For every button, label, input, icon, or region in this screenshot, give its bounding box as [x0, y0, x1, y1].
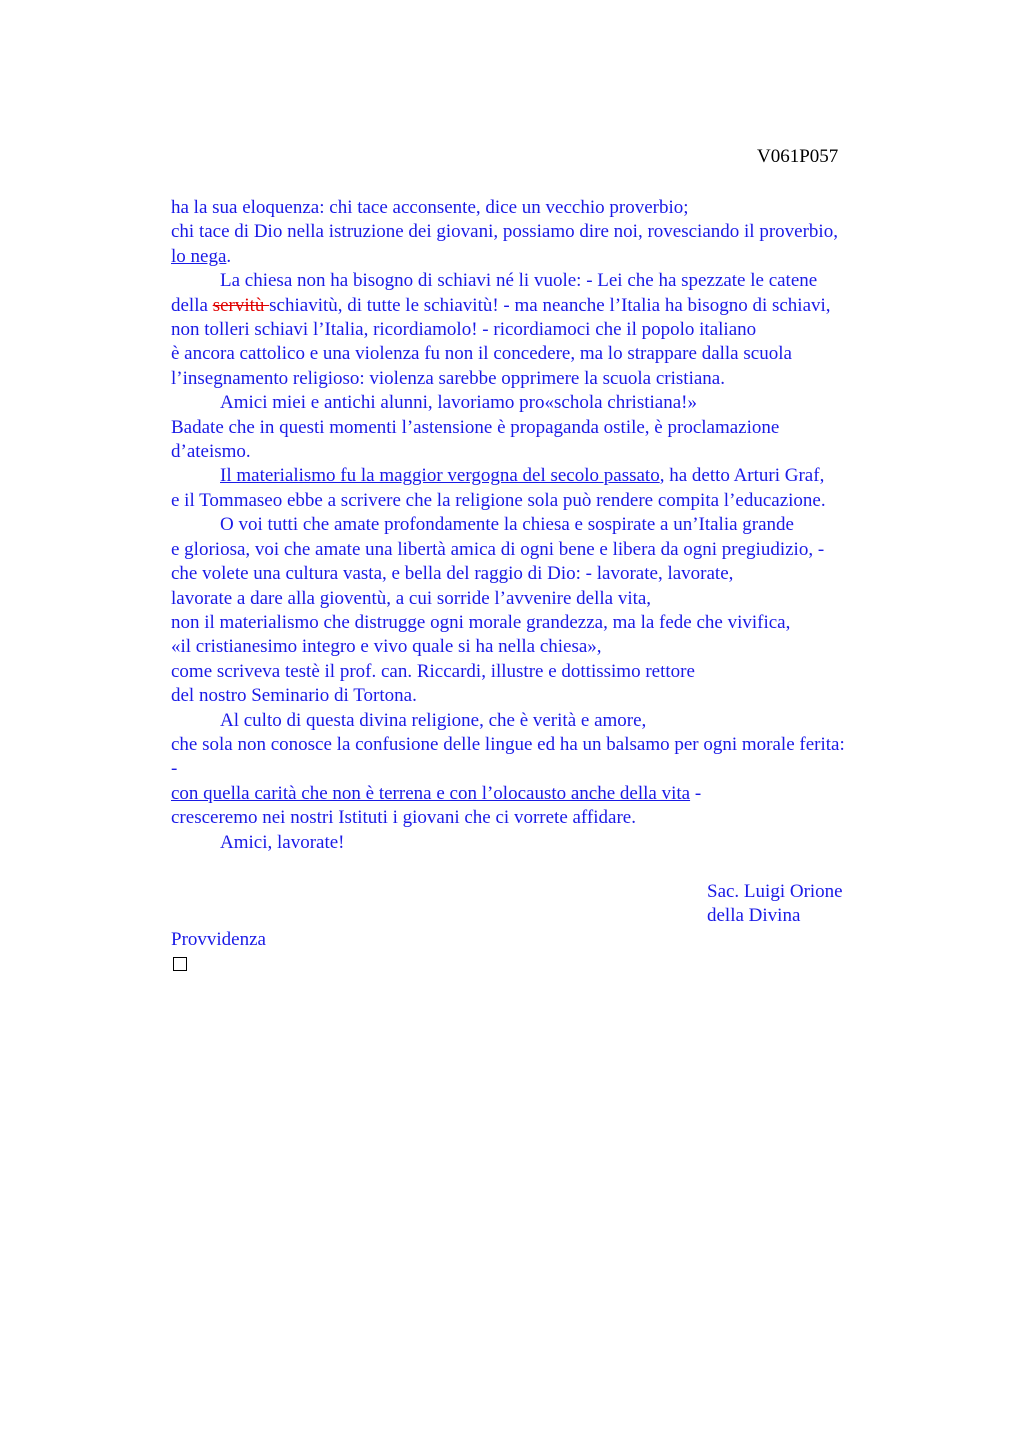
- letter-body: [171, 196, 931, 855]
- text-line: d’ateismo.: [171, 441, 251, 463]
- struck-text: servitù: [212, 294, 270, 316]
- signature-title-continued: Provvidenza: [171, 929, 266, 950]
- text-line: che volete una cultura vasta, e bella del raggio di Dio: - lavorate, lavorate,: [171, 563, 734, 585]
- text-line: del nostro Seminario di Tortona.: [171, 685, 417, 707]
- text-line: Badate che in questi momenti l’astensione è propaganda ostile, è proclamazione: [171, 416, 780, 438]
- paragraph-start: [171, 464, 931, 488]
- text-fragment: schiavitù, di tutte le schiavitù! - ma neanche l’Italia ha bisogno di schiavi,: [269, 294, 831, 316]
- text-line: «il cristianesimo integro e vivo quale si ha nella chiesa»,: [171, 636, 602, 658]
- paragraph-start: Al culto di questa divina religione, che è verità e amore,: [220, 709, 647, 731]
- paragraph-start: Amici miei e antichi alunni, lavoriamo pro«schola christiana!»: [220, 392, 697, 414]
- text-line: non tolleri schiavi l’Italia, ricordiamolo! - ricordiamoci che il popolo italiano: [171, 319, 757, 341]
- text-line: che sola non conosce la confusione delle lingue ed ha un balsamo per ogni morale ferita:: [171, 733, 845, 755]
- text-line: cresceremo nei nostri Istituti i giovani che ci vorrete affidare.: [171, 807, 636, 829]
- text-line: l’insegnamento religioso: violenza sarebbe opprimere la scuola cristiana.: [171, 367, 725, 389]
- text-line: -: [171, 758, 178, 780]
- text-fragment: .: [226, 245, 232, 267]
- text-fragment: -: [690, 782, 702, 804]
- text-line: e gloriosa, voi che amate una libertà amica di ogni bene e libera da ogni pregiudizio, -: [171, 538, 825, 560]
- text-fragment: , ha detto Arturi Graf,: [659, 465, 825, 487]
- text-line: [171, 782, 931, 806]
- text-fragment: della: [171, 294, 213, 316]
- text-line: non il materialismo che distrugge ogni morale grandezza, ma la fede che vivifica,: [171, 611, 791, 633]
- text-line: [171, 245, 931, 269]
- closing-line: Amici, lavorate!: [220, 831, 345, 853]
- text-line: chi tace di Dio nella istruzione dei giovani, possiamo dire noi, rovesciando il proverbio,: [171, 221, 838, 243]
- page-id: V061P057: [757, 146, 839, 167]
- text-line: [171, 294, 931, 318]
- signature-block: [707, 880, 843, 929]
- text-line: lavorate a dare alla gioventù, a cui sorride l’avvenire della vita,: [171, 587, 652, 609]
- underlined-text: con quella carità che non è terrena e con l’olocausto anche della vita: [171, 782, 691, 804]
- underlined-text: lo nega: [171, 245, 227, 267]
- text-line: è ancora cattolico e una violenza fu non il concedere, ma lo strappare dalla scuola: [171, 343, 792, 365]
- paragraph-start: La chiesa non ha bisogno di schiavi né li vuole: - Lei che ha spezzate le catene: [220, 270, 818, 292]
- signature-name: Sac. Luigi Orione: [707, 881, 843, 902]
- text-line: ha la sua eloquenza: chi tace acconsente, dice un vecchio proverbio;: [171, 197, 689, 218]
- text-line: come scriveva testè il prof. can. Riccardi, illustre e dottissimo rettore: [171, 660, 695, 682]
- text-line: e il Tommaseo ebbe a scrivere che la religione sola può rendere compita l’educazione.: [171, 489, 826, 511]
- empty-box-glyph: [173, 957, 187, 971]
- signature-title: della Divina: [707, 905, 801, 927]
- underlined-text: Il materialismo fu la maggior vergogna del secolo passato: [220, 465, 660, 487]
- paragraph-start: O voi tutti che amate profondamente la chiesa e sospirate a un’Italia grande: [220, 514, 794, 536]
